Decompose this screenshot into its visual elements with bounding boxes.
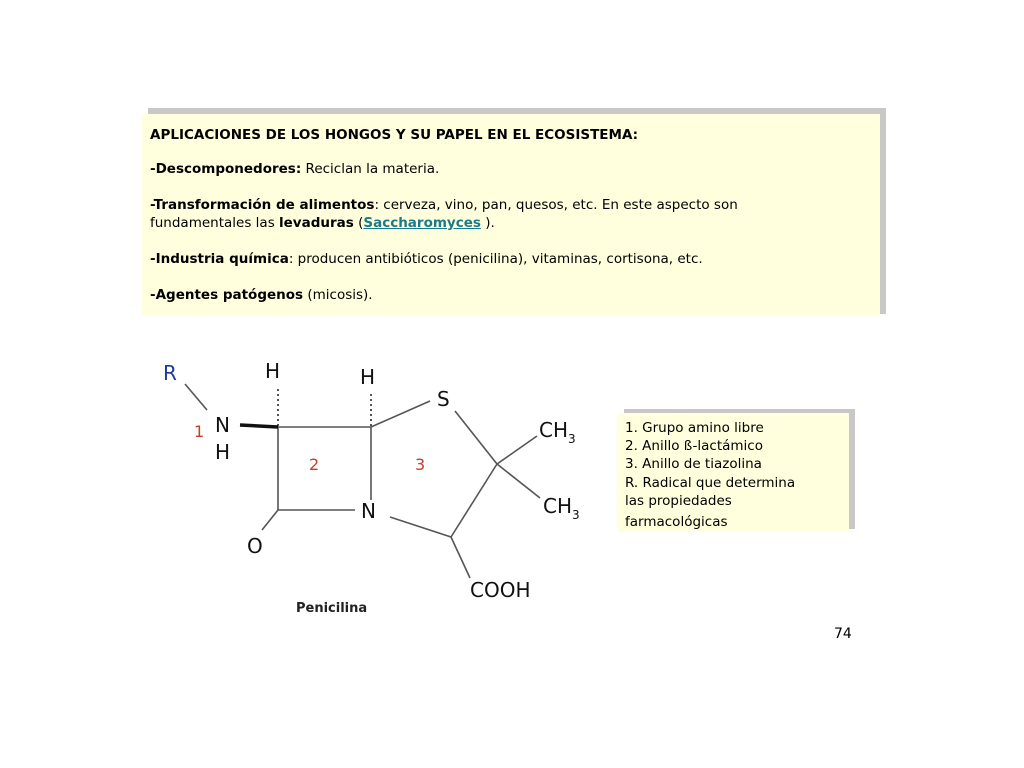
bond-ch-cooh [451,537,470,578]
bond-wedge [240,425,278,427]
atom-n1: N [215,413,230,437]
bond-r-n [185,384,207,410]
atom-n2: N [361,499,376,523]
marker-1: 1 [194,422,205,441]
atom-ch3-a: $CH_3$ [539,418,576,446]
bond-ch3-bottom [497,464,540,498]
item-transformacion-cont: fundamentales las levaduras (Saccharomyces ). [150,215,495,231]
item-term: -Agentes patógenos [150,287,304,303]
legend-line: las propiedades [625,493,732,509]
atom-h-top2: H [360,365,376,389]
bond-carbonyl [262,510,278,530]
bond-n-ch [390,517,451,537]
bond-s-c [455,411,497,464]
item-text: : producen antibióticos (penicilina), vitaminas, cortisona, etc. [288,251,703,267]
marker-2: 2 [309,455,320,474]
legend-line: 3. Anillo de tiazolina [625,456,762,472]
item-text: : cerveza, vino, pan, quesos, etc. En este aspecto son [374,197,738,213]
legend-line: farmacológicas [625,514,728,530]
bond-ch3-top [497,436,537,464]
legend-line: 2. Anillo ß-lactámico [625,438,763,454]
bonds [185,384,540,578]
item-term: -Transformación de alimentos [150,197,375,213]
marker-3: 3 [415,455,426,474]
structure-caption: Penicilina [296,601,368,616]
atom-ch3-b: $CH_3$ [543,494,580,522]
legend-content [617,413,849,532]
legend-line: R. Radical que determina [625,475,796,491]
saccharomyces-link[interactable]: Saccharomyces [363,215,481,231]
item-term: -Industria química [150,251,289,267]
item-text: Reciclan la materia. [301,161,440,177]
atom-o: O [247,534,263,558]
item-term: -Descomponedores: [150,161,302,177]
panel-heading: APLICACIONES DE LOS HONGOS Y SU PAPEL EN EL ECOSISTEMA: [150,127,639,143]
bond-c5-s [371,401,430,427]
legend-box [617,409,855,532]
item-text: (micosis). [303,287,373,303]
atom-s: S [437,387,450,411]
legend-line: 1. Grupo amino libre [625,420,764,436]
atom-h-top1: H [265,359,281,383]
atom-cooh: COOH [470,578,531,602]
page-number: 74 [834,626,852,642]
atom-r: R [163,361,177,385]
bond-cme2-ch [451,464,497,537]
atom-h-n: H [215,440,231,464]
